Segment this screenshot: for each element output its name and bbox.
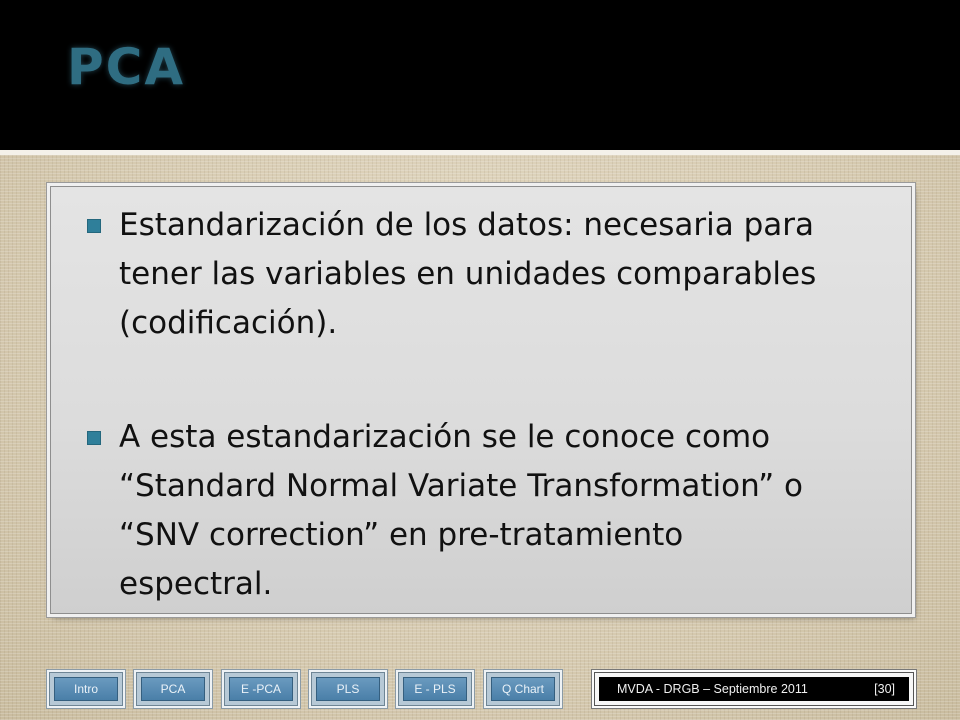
- nav-button-label: E - PLS: [403, 677, 467, 701]
- nav-button-intro[interactable]: [49, 672, 123, 706]
- title-divider: [0, 150, 960, 155]
- content-box: [50, 186, 912, 614]
- bullet-text-line: espectral.: [119, 566, 273, 602]
- footer-bar: [599, 677, 909, 701]
- nav-button-label: PCA: [141, 677, 205, 701]
- square-bullet-icon: [87, 431, 101, 445]
- footer-text: MVDA - DRGB – Septiembre 2011: [617, 682, 808, 696]
- nav-button-pca[interactable]: [136, 672, 210, 706]
- nav-button-label: Q Chart: [491, 677, 555, 701]
- bullet-text-line: Estandarización de los datos: necesaria para: [119, 207, 815, 243]
- nav-button-label: E -PCA: [229, 677, 293, 701]
- square-bullet-icon: [87, 219, 101, 233]
- nav-button-e-pls[interactable]: [398, 672, 472, 706]
- bullet-text-line: (codificación).: [119, 305, 338, 341]
- bullet-text-line: “Standard Normal Variate Transformation” o: [119, 468, 803, 504]
- footer-box: [594, 672, 914, 706]
- nav-button-pls[interactable]: [311, 672, 385, 706]
- bullet-item: [69, 413, 889, 609]
- nav-button-q-chart[interactable]: [486, 672, 560, 706]
- nav-button-label: PLS: [316, 677, 380, 701]
- slide-title: PCA: [67, 38, 186, 96]
- bullet-text-line: “SNV correction” en pre-tratamiento: [119, 517, 684, 553]
- bullet-item: [69, 201, 889, 348]
- bullet-text-line: A esta estandarización se le conoce como: [119, 419, 771, 455]
- bullet-text-line: tener las variables en unidades comparables: [119, 256, 817, 292]
- nav-button-e-pca[interactable]: [224, 672, 298, 706]
- nav-button-label: Intro: [54, 677, 118, 701]
- page-number: [30]: [874, 682, 895, 696]
- title-band: [0, 0, 960, 150]
